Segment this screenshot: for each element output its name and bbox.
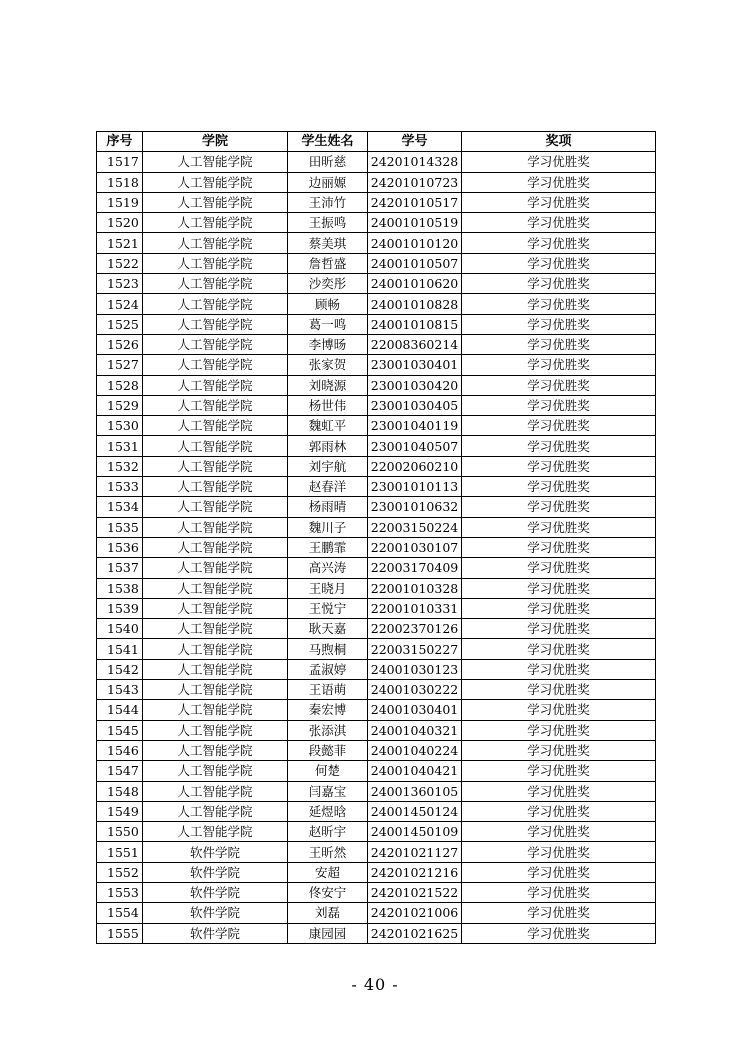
student-id-cell: 22003150227 bbox=[368, 639, 462, 659]
award-cell: 学习优胜奖 bbox=[462, 537, 656, 557]
college-cell: 人工智能学院 bbox=[143, 395, 288, 415]
college-cell: 人工智能学院 bbox=[143, 152, 288, 172]
student-id-cell: 24201021216 bbox=[368, 862, 462, 882]
student-name-cell: 闫嘉宝 bbox=[288, 781, 368, 801]
college-cell: 人工智能学院 bbox=[143, 801, 288, 821]
serial-number-cell: 1545 bbox=[97, 720, 143, 740]
serial-number-cell: 1539 bbox=[97, 598, 143, 618]
table-row bbox=[97, 274, 656, 294]
student-id-cell: 24201021006 bbox=[368, 903, 462, 923]
page-number: - 40 - bbox=[351, 975, 399, 994]
award-cell: 学习优胜奖 bbox=[462, 172, 656, 192]
student-id-cell: 22001010328 bbox=[368, 578, 462, 598]
header-serial-number: 序号 bbox=[97, 132, 143, 152]
table-row bbox=[97, 578, 656, 598]
award-cell: 学习优胜奖 bbox=[462, 497, 656, 517]
college-cell: 软件学院 bbox=[143, 862, 288, 882]
college-cell: 人工智能学院 bbox=[143, 213, 288, 233]
student-name-cell: 边丽嫄 bbox=[288, 172, 368, 192]
award-cell: 学习优胜奖 bbox=[462, 882, 656, 902]
serial-number-cell: 1535 bbox=[97, 517, 143, 537]
student-id-cell: 24001450109 bbox=[368, 822, 462, 842]
award-cell: 学习优胜奖 bbox=[462, 517, 656, 537]
college-cell: 人工智能学院 bbox=[143, 619, 288, 639]
student-id-cell: 23001030405 bbox=[368, 395, 462, 415]
college-cell: 人工智能学院 bbox=[143, 436, 288, 456]
student-id-cell: 24001010828 bbox=[368, 294, 462, 314]
student-id-cell: 22001030107 bbox=[368, 537, 462, 557]
award-cell: 学习优胜奖 bbox=[462, 334, 656, 354]
student-name-cell: 马煦桐 bbox=[288, 639, 368, 659]
award-cell: 学习优胜奖 bbox=[462, 294, 656, 314]
award-cell: 学习优胜奖 bbox=[462, 862, 656, 882]
student-name-cell: 孟淑婷 bbox=[288, 659, 368, 679]
college-cell: 人工智能学院 bbox=[143, 558, 288, 578]
student-id-cell: 22001010331 bbox=[368, 598, 462, 618]
table-row bbox=[97, 233, 656, 253]
award-cell: 学习优胜奖 bbox=[462, 416, 656, 436]
award-roster-table bbox=[96, 131, 656, 944]
college-cell: 人工智能学院 bbox=[143, 740, 288, 760]
student-id-cell: 23001030420 bbox=[368, 375, 462, 395]
student-id-cell: 24001030123 bbox=[368, 659, 462, 679]
serial-number-cell: 1523 bbox=[97, 274, 143, 294]
college-cell: 人工智能学院 bbox=[143, 680, 288, 700]
student-id-cell: 24001030401 bbox=[368, 700, 462, 720]
college-cell: 人工智能学院 bbox=[143, 822, 288, 842]
student-name-cell: 詹哲盛 bbox=[288, 253, 368, 273]
header-award: 奖项 bbox=[462, 132, 656, 152]
award-cell: 学习优胜奖 bbox=[462, 558, 656, 578]
student-id-cell: 22002060210 bbox=[368, 456, 462, 476]
serial-number-cell: 1555 bbox=[97, 923, 143, 943]
table-row bbox=[97, 416, 656, 436]
college-cell: 软件学院 bbox=[143, 882, 288, 902]
table-row bbox=[97, 456, 656, 476]
college-cell: 软件学院 bbox=[143, 842, 288, 862]
serial-number-cell: 1551 bbox=[97, 842, 143, 862]
college-cell: 人工智能学院 bbox=[143, 781, 288, 801]
serial-number-cell: 1533 bbox=[97, 477, 143, 497]
serial-number-cell: 1544 bbox=[97, 700, 143, 720]
student-id-cell: 23001040507 bbox=[368, 436, 462, 456]
student-name-cell: 延煜晗 bbox=[288, 801, 368, 821]
college-cell: 软件学院 bbox=[143, 923, 288, 943]
student-id-cell: 24001010120 bbox=[368, 233, 462, 253]
student-name-cell: 杨雨晴 bbox=[288, 497, 368, 517]
award-cell: 学习优胜奖 bbox=[462, 375, 656, 395]
award-cell: 学习优胜奖 bbox=[462, 680, 656, 700]
student-id-cell: 24001010815 bbox=[368, 314, 462, 334]
student-name-cell: 赵昕宇 bbox=[288, 822, 368, 842]
table-row bbox=[97, 213, 656, 233]
table-row bbox=[97, 598, 656, 618]
table-row bbox=[97, 355, 656, 375]
table-row bbox=[97, 537, 656, 557]
award-cell: 学习优胜奖 bbox=[462, 436, 656, 456]
student-name-cell: 安超 bbox=[288, 862, 368, 882]
student-id-cell: 24201021625 bbox=[368, 923, 462, 943]
serial-number-cell: 1552 bbox=[97, 862, 143, 882]
award-cell: 学习优胜奖 bbox=[462, 822, 656, 842]
college-cell: 人工智能学院 bbox=[143, 416, 288, 436]
award-cell: 学习优胜奖 bbox=[462, 395, 656, 415]
student-name-cell: 段懿菲 bbox=[288, 740, 368, 760]
college-cell: 人工智能学院 bbox=[143, 598, 288, 618]
student-name-cell: 耿天嘉 bbox=[288, 619, 368, 639]
table-row bbox=[97, 700, 656, 720]
student-name-cell: 佟安宁 bbox=[288, 882, 368, 902]
student-name-cell: 张添淇 bbox=[288, 720, 368, 740]
serial-number-cell: 1536 bbox=[97, 537, 143, 557]
college-cell: 人工智能学院 bbox=[143, 172, 288, 192]
award-cell: 学习优胜奖 bbox=[462, 761, 656, 781]
award-cell: 学习优胜奖 bbox=[462, 923, 656, 943]
student-name-cell: 魏虹平 bbox=[288, 416, 368, 436]
student-id-cell: 24001010507 bbox=[368, 253, 462, 273]
student-name-cell: 高兴涛 bbox=[288, 558, 368, 578]
student-name-cell: 王昕然 bbox=[288, 842, 368, 862]
award-cell: 学习优胜奖 bbox=[462, 578, 656, 598]
table-row bbox=[97, 477, 656, 497]
award-cell: 学习优胜奖 bbox=[462, 274, 656, 294]
table-row bbox=[97, 294, 656, 314]
college-cell: 人工智能学院 bbox=[143, 659, 288, 679]
table-row bbox=[97, 253, 656, 273]
award-cell: 学习优胜奖 bbox=[462, 720, 656, 740]
award-cell: 学习优胜奖 bbox=[462, 639, 656, 659]
table-row bbox=[97, 314, 656, 334]
serial-number-cell: 1520 bbox=[97, 213, 143, 233]
student-id-cell: 24201021522 bbox=[368, 882, 462, 902]
student-id-cell: 24201010723 bbox=[368, 172, 462, 192]
student-name-cell: 张家贺 bbox=[288, 355, 368, 375]
college-cell: 人工智能学院 bbox=[143, 294, 288, 314]
student-name-cell: 刘晓源 bbox=[288, 375, 368, 395]
student-name-cell: 王晓月 bbox=[288, 578, 368, 598]
student-name-cell: 田昕慈 bbox=[288, 152, 368, 172]
student-id-cell: 23001010632 bbox=[368, 497, 462, 517]
serial-number-cell: 1526 bbox=[97, 334, 143, 354]
table-row bbox=[97, 436, 656, 456]
serial-number-cell: 1537 bbox=[97, 558, 143, 578]
college-cell: 人工智能学院 bbox=[143, 497, 288, 517]
serial-number-cell: 1518 bbox=[97, 172, 143, 192]
table-row bbox=[97, 720, 656, 740]
student-id-cell: 24201021127 bbox=[368, 842, 462, 862]
table-row bbox=[97, 395, 656, 415]
student-name-cell: 王鹏霏 bbox=[288, 537, 368, 557]
college-cell: 人工智能学院 bbox=[143, 233, 288, 253]
table-row bbox=[97, 923, 656, 943]
student-name-cell: 王悦宁 bbox=[288, 598, 368, 618]
student-name-cell: 郭雨林 bbox=[288, 436, 368, 456]
award-cell: 学习优胜奖 bbox=[462, 740, 656, 760]
table-row bbox=[97, 558, 656, 578]
college-cell: 人工智能学院 bbox=[143, 456, 288, 476]
college-cell: 人工智能学院 bbox=[143, 761, 288, 781]
table-header-row bbox=[97, 132, 656, 152]
college-cell: 人工智能学院 bbox=[143, 477, 288, 497]
table-row bbox=[97, 619, 656, 639]
award-cell: 学习优胜奖 bbox=[462, 314, 656, 334]
table-row bbox=[97, 152, 656, 172]
serial-number-cell: 1519 bbox=[97, 192, 143, 212]
table-row bbox=[97, 761, 656, 781]
student-id-cell: 24001040421 bbox=[368, 761, 462, 781]
college-cell: 人工智能学院 bbox=[143, 253, 288, 273]
award-cell: 学习优胜奖 bbox=[462, 477, 656, 497]
serial-number-cell: 1527 bbox=[97, 355, 143, 375]
college-cell: 人工智能学院 bbox=[143, 578, 288, 598]
college-cell: 人工智能学院 bbox=[143, 314, 288, 334]
student-name-cell: 何楚 bbox=[288, 761, 368, 781]
table-row bbox=[97, 192, 656, 212]
student-id-cell: 24001360105 bbox=[368, 781, 462, 801]
student-name-cell: 刘宇航 bbox=[288, 456, 368, 476]
award-cell: 学习优胜奖 bbox=[462, 598, 656, 618]
serial-number-cell: 1521 bbox=[97, 233, 143, 253]
award-cell: 学习优胜奖 bbox=[462, 659, 656, 679]
header-college: 学院 bbox=[143, 132, 288, 152]
student-name-cell: 王语萌 bbox=[288, 680, 368, 700]
student-name-cell: 赵春洋 bbox=[288, 477, 368, 497]
award-cell: 学习优胜奖 bbox=[462, 253, 656, 273]
student-name-cell: 王振鸣 bbox=[288, 213, 368, 233]
student-id-cell: 24001010519 bbox=[368, 213, 462, 233]
college-cell: 人工智能学院 bbox=[143, 375, 288, 395]
serial-number-cell: 1529 bbox=[97, 395, 143, 415]
student-name-cell: 魏川子 bbox=[288, 517, 368, 537]
student-id-cell: 23001010113 bbox=[368, 477, 462, 497]
serial-number-cell: 1524 bbox=[97, 294, 143, 314]
table-row bbox=[97, 740, 656, 760]
student-name-cell: 刘磊 bbox=[288, 903, 368, 923]
serial-number-cell: 1538 bbox=[97, 578, 143, 598]
student-name-cell: 杨世伟 bbox=[288, 395, 368, 415]
award-cell: 学习优胜奖 bbox=[462, 700, 656, 720]
serial-number-cell: 1553 bbox=[97, 882, 143, 902]
student-name-cell: 葛一鸣 bbox=[288, 314, 368, 334]
table-row bbox=[97, 517, 656, 537]
serial-number-cell: 1543 bbox=[97, 680, 143, 700]
serial-number-cell: 1549 bbox=[97, 801, 143, 821]
award-cell: 学习优胜奖 bbox=[462, 213, 656, 233]
table-row bbox=[97, 862, 656, 882]
award-cell: 学习优胜奖 bbox=[462, 152, 656, 172]
table-row bbox=[97, 680, 656, 700]
table-row bbox=[97, 334, 656, 354]
college-cell: 人工智能学院 bbox=[143, 274, 288, 294]
header-student-id: 学号 bbox=[368, 132, 462, 152]
student-name-cell: 王沛竹 bbox=[288, 192, 368, 212]
table-row bbox=[97, 903, 656, 923]
award-cell: 学习优胜奖 bbox=[462, 192, 656, 212]
table-row bbox=[97, 497, 656, 517]
award-cell: 学习优胜奖 bbox=[462, 456, 656, 476]
serial-number-cell: 1550 bbox=[97, 822, 143, 842]
table-row bbox=[97, 781, 656, 801]
student-id-cell: 23001040119 bbox=[368, 416, 462, 436]
student-id-cell: 22008360214 bbox=[368, 334, 462, 354]
table-body bbox=[97, 152, 656, 944]
table-row bbox=[97, 375, 656, 395]
award-cell: 学习优胜奖 bbox=[462, 355, 656, 375]
student-id-cell: 22002370126 bbox=[368, 619, 462, 639]
student-id-cell: 24001030222 bbox=[368, 680, 462, 700]
header-student-name: 学生姓名 bbox=[288, 132, 368, 152]
table-row bbox=[97, 639, 656, 659]
student-id-cell: 24001010620 bbox=[368, 274, 462, 294]
student-name-cell: 秦宏博 bbox=[288, 700, 368, 720]
student-id-cell: 22003170409 bbox=[368, 558, 462, 578]
award-cell: 学习优胜奖 bbox=[462, 619, 656, 639]
college-cell: 人工智能学院 bbox=[143, 517, 288, 537]
student-name-cell: 沙奕彤 bbox=[288, 274, 368, 294]
college-cell: 人工智能学院 bbox=[143, 700, 288, 720]
table-row bbox=[97, 822, 656, 842]
college-cell: 人工智能学院 bbox=[143, 720, 288, 740]
student-name-cell: 蔡美琪 bbox=[288, 233, 368, 253]
serial-number-cell: 1546 bbox=[97, 740, 143, 760]
table-row bbox=[97, 842, 656, 862]
student-id-cell: 22003150224 bbox=[368, 517, 462, 537]
student-name-cell: 顾畅 bbox=[288, 294, 368, 314]
award-cell: 学习优胜奖 bbox=[462, 233, 656, 253]
college-cell: 软件学院 bbox=[143, 903, 288, 923]
award-cell: 学习优胜奖 bbox=[462, 801, 656, 821]
student-name-cell: 康园园 bbox=[288, 923, 368, 943]
student-id-cell: 24001040321 bbox=[368, 720, 462, 740]
college-cell: 人工智能学院 bbox=[143, 192, 288, 212]
award-cell: 学习优胜奖 bbox=[462, 842, 656, 862]
award-cell: 学习优胜奖 bbox=[462, 781, 656, 801]
serial-number-cell: 1517 bbox=[97, 152, 143, 172]
serial-number-cell: 1541 bbox=[97, 639, 143, 659]
serial-number-cell: 1531 bbox=[97, 436, 143, 456]
serial-number-cell: 1530 bbox=[97, 416, 143, 436]
serial-number-cell: 1534 bbox=[97, 497, 143, 517]
student-name-cell: 李博旸 bbox=[288, 334, 368, 354]
student-id-cell: 24201010517 bbox=[368, 192, 462, 212]
award-cell: 学习优胜奖 bbox=[462, 903, 656, 923]
serial-number-cell: 1547 bbox=[97, 761, 143, 781]
serial-number-cell: 1525 bbox=[97, 314, 143, 334]
serial-number-cell: 1542 bbox=[97, 659, 143, 679]
serial-number-cell: 1554 bbox=[97, 903, 143, 923]
serial-number-cell: 1532 bbox=[97, 456, 143, 476]
student-id-cell: 24001040224 bbox=[368, 740, 462, 760]
serial-number-cell: 1548 bbox=[97, 781, 143, 801]
college-cell: 人工智能学院 bbox=[143, 334, 288, 354]
student-id-cell: 24201014328 bbox=[368, 152, 462, 172]
student-id-cell: 24001450124 bbox=[368, 801, 462, 821]
college-cell: 人工智能学院 bbox=[143, 355, 288, 375]
serial-number-cell: 1540 bbox=[97, 619, 143, 639]
serial-number-cell: 1528 bbox=[97, 375, 143, 395]
table-row bbox=[97, 882, 656, 902]
student-id-cell: 23001030401 bbox=[368, 355, 462, 375]
table-row bbox=[97, 659, 656, 679]
table-row bbox=[97, 172, 656, 192]
college-cell: 人工智能学院 bbox=[143, 639, 288, 659]
serial-number-cell: 1522 bbox=[97, 253, 143, 273]
table-row bbox=[97, 801, 656, 821]
college-cell: 人工智能学院 bbox=[143, 537, 288, 557]
